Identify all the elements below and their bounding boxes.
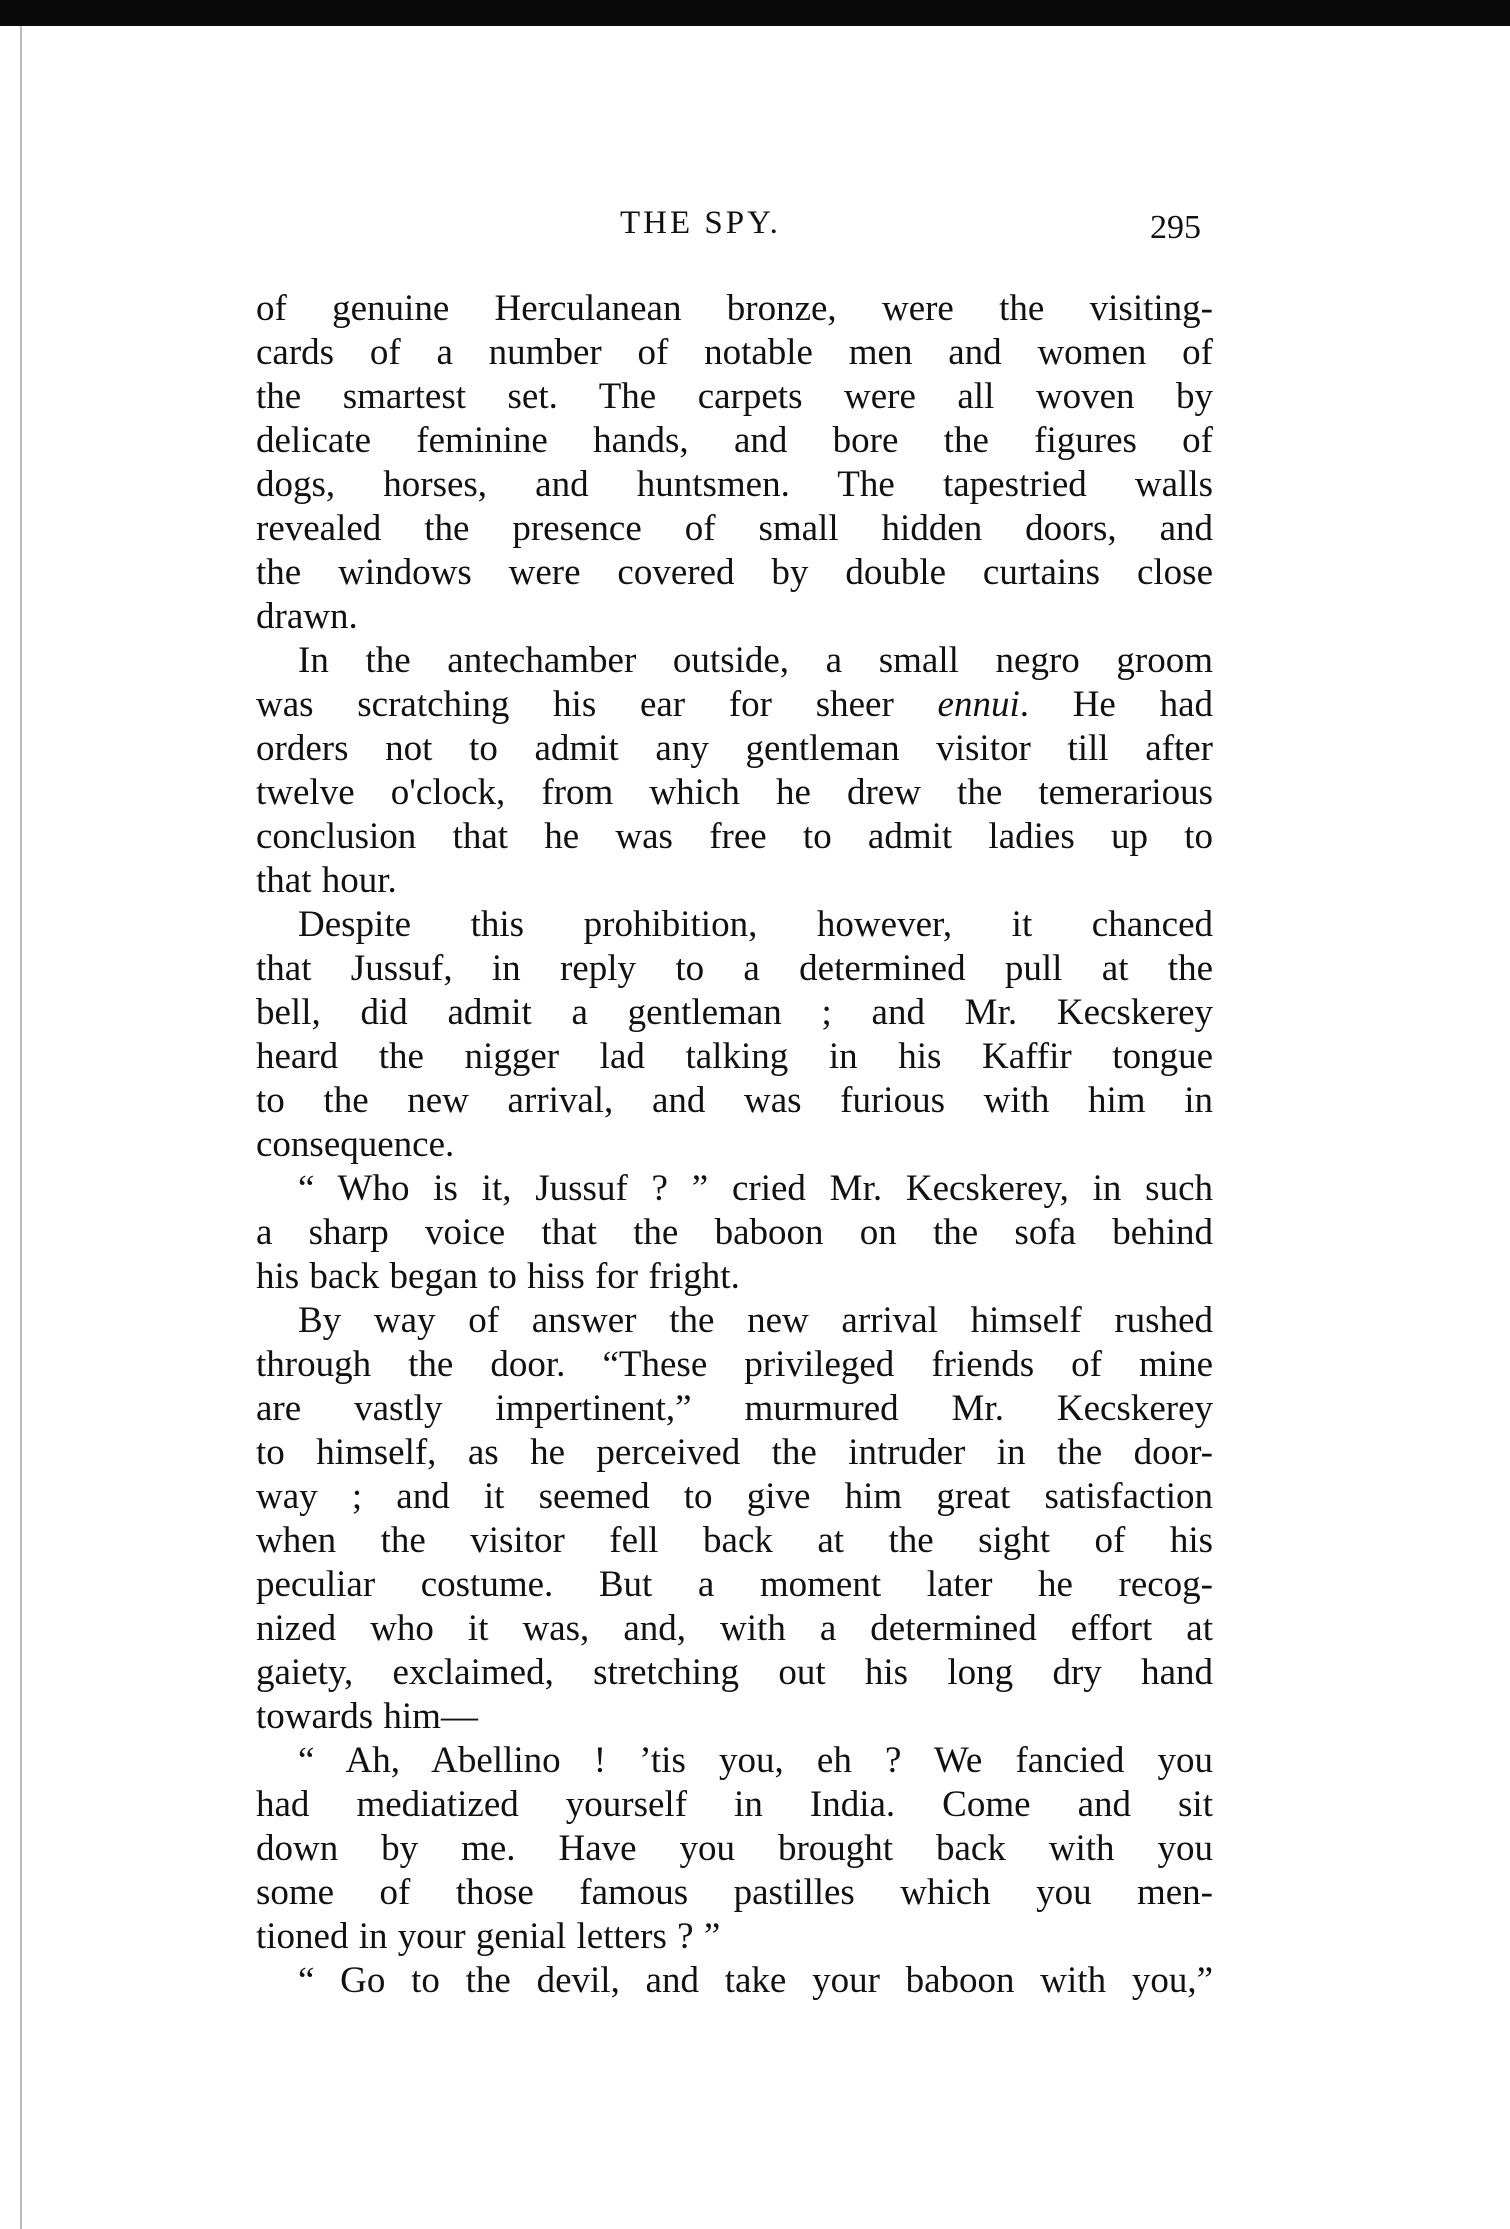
page-number: 295: [1150, 209, 1201, 246]
text-line: towards him—: [256, 1696, 478, 1737]
text-line: revealed the presence of small hidden doors, and: [256, 508, 1213, 549]
text-line: By way of answer the new arrival himself rushed: [298, 1300, 1213, 1341]
text-line: the smartest set. The carpets were all woven by: [256, 376, 1213, 417]
text-line: when the visitor fell back at the sight of his: [256, 1520, 1213, 1561]
italic-word: ennui: [937, 684, 1020, 725]
text-line: peculiar costume. But a moment later he recog-: [256, 1564, 1213, 1605]
text-line: In the antechamber outside, a small negro groom: [298, 640, 1213, 681]
text-line: through the door. “These privileged friends of mine: [256, 1344, 1213, 1385]
text-line: his back began to hiss for fright.: [256, 1256, 740, 1297]
paragraph: [256, 903, 1213, 1167]
text-line: a sharp voice that the baboon on the sofa behind: [256, 1212, 1213, 1253]
text-line: tioned in your genial letters ? ”: [256, 1916, 721, 1957]
text-line: nized who it was, and, with a determined effort at: [256, 1608, 1213, 1649]
text-line: “ Ah, Abellino ! ’tis you, eh ? We fancied you: [298, 1740, 1213, 1781]
text-line: drawn.: [256, 596, 358, 637]
text-line: of genuine Herculanean bronze, were the visiting-: [256, 288, 1213, 329]
text-line: bell, did admit a gentleman ; and Mr. Kecskerey: [256, 992, 1213, 1033]
text-line: Despite this prohibition, however, it chanced: [298, 904, 1213, 945]
text-line: cards of a number of notable men and women of: [256, 332, 1213, 373]
paragraph: [256, 1959, 1213, 2003]
running-head: [0, 205, 1510, 255]
text-line: “ Who is it, Jussuf ? ” cried Mr. Kecskerey, in such: [298, 1168, 1213, 1209]
text-line: heard the nigger lad talking in his Kaffir tongue: [256, 1036, 1213, 1077]
paragraph: [256, 639, 1213, 903]
text-line: that hour.: [256, 860, 397, 901]
text-line: “ Go to the devil, and take your baboon with you,”: [298, 1960, 1213, 2001]
text-line: gaiety, exclaimed, stretching out his long dry hand: [256, 1652, 1213, 1693]
paragraph: [256, 1167, 1213, 1299]
text-line: delicate feminine hands, and bore the figures of: [256, 420, 1213, 461]
text-line: way ; and it seemed to give him great satisfaction: [256, 1476, 1213, 1517]
scan-top-edge: [0, 0, 1510, 26]
text-line: are vastly impertinent,” murmured Mr. Kecskerey: [256, 1388, 1213, 1429]
paragraph: [256, 1739, 1213, 1959]
text-line: that Jussuf, in reply to a determined pull at the: [256, 948, 1213, 989]
text-line: some of those famous pastilles which you men-: [256, 1872, 1213, 1913]
paragraph: [256, 287, 1213, 639]
text-line: twelve o'clock, from which he drew the temerarious: [256, 772, 1213, 813]
text-line: had mediatized yourself in India. Come and sit: [256, 1784, 1213, 1825]
text-line: orders not to admit any gentleman visitor till after: [256, 728, 1213, 769]
page-body: [256, 287, 1213, 2003]
text-line: to himself, as he perceived the intruder in the door-: [256, 1432, 1213, 1473]
text-line: the windows were covered by double curtains close: [256, 552, 1213, 593]
paragraph: [256, 1299, 1213, 1739]
text-line: was scratching his ear for sheer ennui. He had: [256, 684, 1213, 725]
running-head-title: THE SPY.: [620, 205, 781, 241]
text-line: down by me. Have you brought back with you: [256, 1828, 1213, 1869]
text-line: to the new arrival, and was furious with him in: [256, 1080, 1213, 1121]
text-line: consequence.: [256, 1124, 455, 1165]
text-line: dogs, horses, and huntsmen. The tapestried walls: [256, 464, 1213, 505]
scan-left-edge: [20, 26, 22, 2229]
text-line: conclusion that he was free to admit ladies up to: [256, 816, 1213, 857]
